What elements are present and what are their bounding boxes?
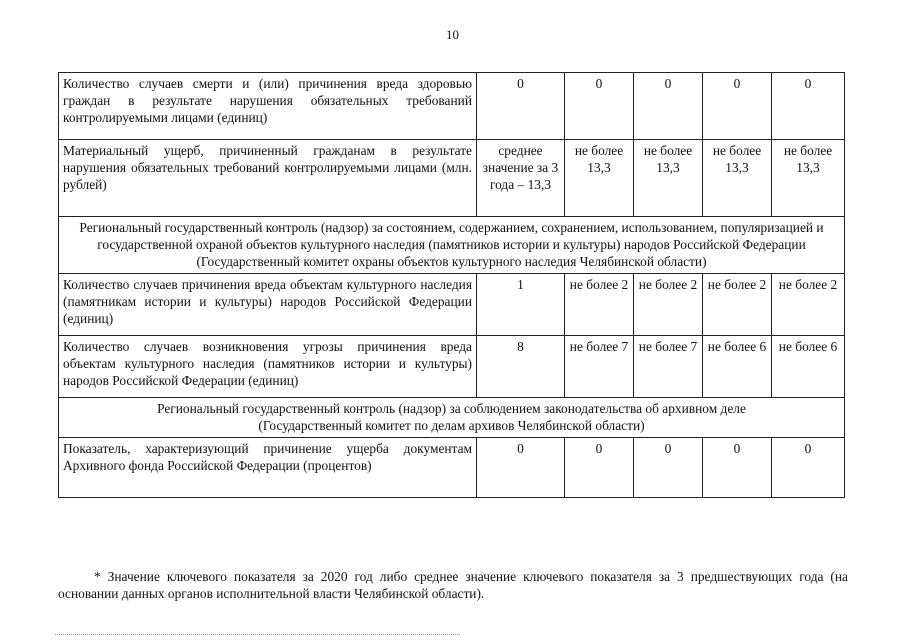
scan-artifact-line (55, 634, 460, 635)
value-cell: не более 2 (772, 274, 845, 336)
value-cell: 0 (634, 438, 703, 498)
value-cell: не более 7 (565, 336, 634, 398)
value-cell: 0 (772, 73, 845, 140)
table-row (59, 274, 845, 336)
value-cell: 0 (703, 438, 772, 498)
value-cell: не более 7 (634, 336, 703, 398)
value-cell: 0 (703, 73, 772, 140)
value-cell: среднее значение за 3 года – 13,3 (477, 140, 565, 217)
table-row (59, 438, 845, 498)
page-number: 10 (446, 27, 459, 42)
section-row (59, 398, 845, 438)
section-agency: (Государственный комитет по делам архивов Челябинской области) (258, 418, 645, 433)
value-cell: не более 2 (703, 274, 772, 336)
section-title: Региональный государственный контроль (надзор) за соблюдением законодательства об архивном деле (157, 401, 746, 416)
table-row (59, 140, 845, 217)
section-agency: (Государственный комитет охраны объектов культурного наследия Челябинской области) (196, 254, 707, 269)
table-row (59, 336, 845, 398)
section-title: Региональный государственный контроль (надзор) за состоянием, содержанием, сохранением, использованием, популяризацией и государственной охраной объектов культурного наследия (памятников истории и культуры) народов Российской Федерации (79, 220, 824, 252)
value-cell: не более 2 (634, 274, 703, 336)
value-cell: 0 (634, 73, 703, 140)
value-cell: 0 (565, 438, 634, 498)
value-cell: не более 13,3 (634, 140, 703, 217)
indicator-label: Показатель, характеризующий причинение ущерба документам Архивного фонда Российской Федерации (процентов) (59, 438, 477, 498)
section-header (59, 217, 845, 274)
indicator-label: Количество случаев смерти и (или) причинения вреда здоровью граждан в результате нарушения обязательных требований контролируемыми лицами (единиц) (59, 73, 477, 140)
value-cell: не более 13,3 (772, 140, 845, 217)
section-header (59, 398, 845, 438)
footnote: * Значение ключевого показателя за 2020 год либо среднее значение ключевого показателя за 3 предшествующих года (на основании данных органов исполнительной власти Челябинской области). (58, 569, 848, 602)
indicator-label: Материальный ущерб, причиненный гражданам в результате нарушения обязательных требований контролируемыми лицами (млн. рублей) (59, 140, 477, 217)
value-cell: 1 (477, 274, 565, 336)
indicator-label: Количество случаев причинения вреда объектам культурного наследия (памятникам истории и культуры) народов Российской Федерации (единиц) (59, 274, 477, 336)
value-cell: 0 (477, 438, 565, 498)
value-cell: не более 6 (772, 336, 845, 398)
indicator-label: Количество случаев возникновения угрозы причинения вреда объектам культурного наследия (памятников истории и культуры) народов Российской Федерации (единиц) (59, 336, 477, 398)
value-cell: 0 (565, 73, 634, 140)
section-row (59, 217, 845, 274)
value-cell: не более 2 (565, 274, 634, 336)
value-cell: не более 6 (703, 336, 772, 398)
value-cell: 0 (477, 73, 565, 140)
value-cell: не более 13,3 (565, 140, 634, 217)
table-row (59, 73, 845, 140)
indicators-table (58, 72, 845, 498)
value-cell: не более 13,3 (703, 140, 772, 217)
value-cell: 0 (772, 438, 845, 498)
value-cell: 8 (477, 336, 565, 398)
